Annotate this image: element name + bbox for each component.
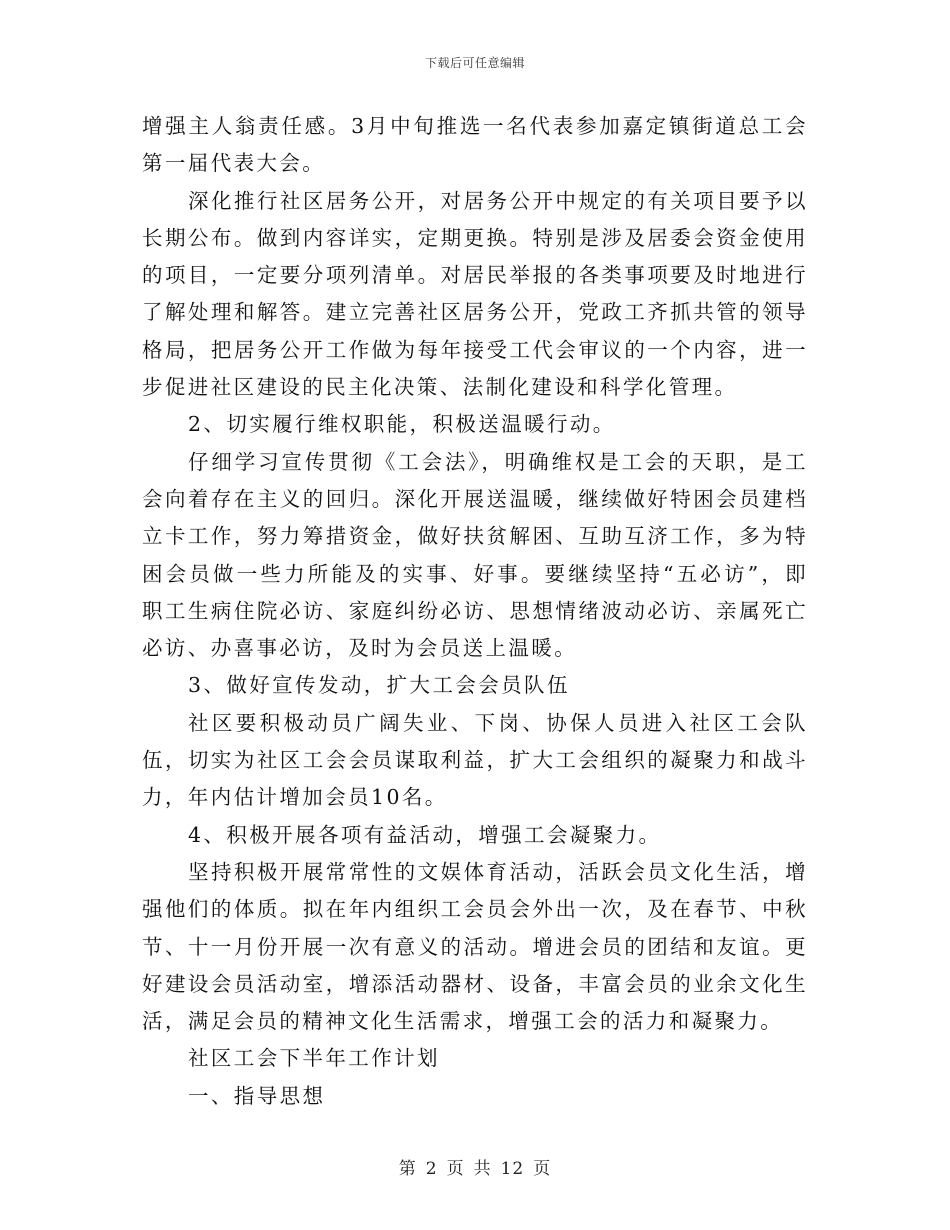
section-heading-guiding-ideology: 一、指导思想 [188,1083,326,1108]
paragraph-activities: 坚持积极开展常常性的文娱体育活动，活跃会员文化生活，增强他们的体质。拟在年内组织工会员会外出一次，及在春节、中秋节、十一月份开展一次有意义的活动。增进会员的团结和友谊。更好建设会员活动室，增添活动器材、设备，丰富会员的业余文化生活，满足会员的精神文化生活需求，增强工会的活力和凝聚力。 [142,859,808,1034]
paragraph-continuation: 增强主人翁责任感。3月中旬推选一名代表参加嘉定镇街道总工会第一届代表大会。 [142,114,808,176]
page-footer [0,1154,950,1179]
footer-total-pages: 12 [500,1159,525,1179]
section-heading-2: 2、切实履行维权职能，积极送温暖行动。 [188,412,616,437]
footer-total-word: 共 [473,1159,492,1179]
footer-page-number: 2 [425,1159,438,1179]
paragraph-recruit-members: 社区要积极动员广阔失业、下岗、协保人员进入社区工会队伍，切实为社区工会会员谋取利益，扩大工会组织的凝聚力和战斗力，年内估计增加会员10名。 [142,710,808,810]
document-body [142,108,808,1115]
footer-prefix: 第 [398,1159,417,1179]
paragraph-union-law: 仔细学习宣传贯彻《工会法》，明确维权是工会的天职，是工会向着存在主义的回归。深化开展送温暖，继续做好特困会员建档立卡工作，努力筹措资金，做好扶贫解困、互助互济工作，多为特困会员做一些力所能及的实事、好事。要继续坚持“五必访”，即职工生病住院必访、家庭纠纷必访、思想情绪波动必访、亲属死亡必访、办喜事必访，及时为会员送上温暖。 [142,449,808,661]
footer-page-word: 页 [446,1159,465,1179]
section-heading-3: 3、做好宣传发动，扩大工会会员队伍 [188,673,570,698]
paragraph-resident-affairs: 深化推行社区居务公开，对居务公开中规定的有关项目要予以长期公布。做到内容详实，定期更换。特别是涉及居委会资金使用的项目，一定要分项列清单。对居民举报的各类事项要及时地进行了解处理和解答。建立完善社区居务公开，党政工齐抓共管的领导格局，把居务公开工作做为每年接受工代会审议的一个内容，进一步促进社区建设的民主化决策、法制化建设和科学化管理。 [142,188,808,400]
plan-title: 社区工会下半年工作计划 [188,1046,440,1071]
footer-suffix: 页 [533,1159,552,1179]
section-heading-4: 4、积极开展各项有益活动，增强工会凝聚力。 [188,822,662,847]
page-header-note: 下载后可任意编辑 [424,56,525,70]
